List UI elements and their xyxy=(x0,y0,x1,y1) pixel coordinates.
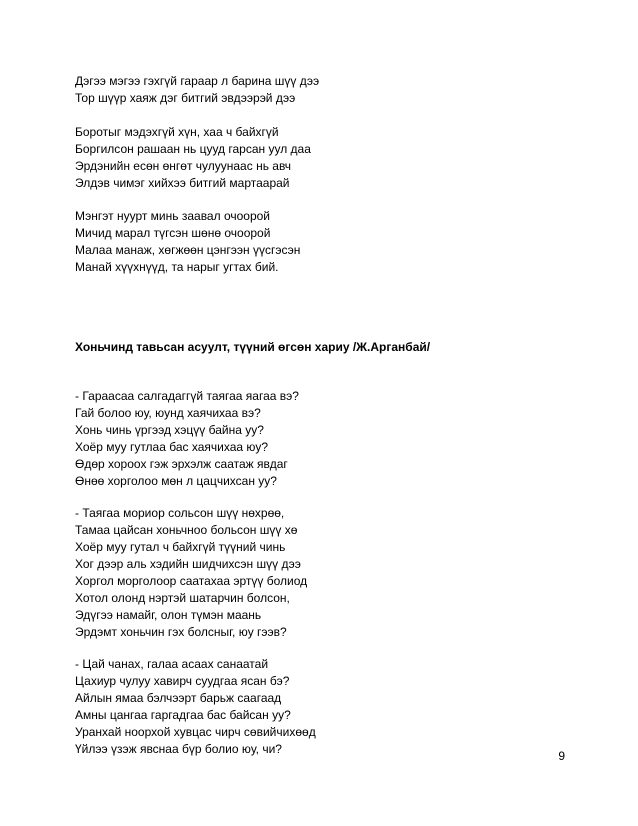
verse-line: Эрдэмт хоньчин гэх болсныг, юу гээв? xyxy=(75,625,287,639)
verse-line: Боротыг мэдэхгүй хүн, хаа ч байхгүй xyxy=(75,125,279,139)
verse-line: - Гараасаа салгадаггүй таягаа яагаа вэ? xyxy=(75,389,299,403)
verse-line: Элдэв чимэг хийхээ битгий мартаарай xyxy=(75,176,290,190)
verse-line: Хонь чинь үргээд хэцүү байна уу? xyxy=(75,423,264,437)
stanza-3 xyxy=(75,208,575,276)
verse-line: Гай болоо юу, юунд хаячихаа вэ? xyxy=(75,406,261,420)
verse-line: - Цай чанах, галаа асаах санаатай xyxy=(75,657,269,671)
stanza-4 xyxy=(75,388,575,490)
verse-line: Хорго​л морголоор саатахаа эртүү болиод xyxy=(75,574,308,588)
verse-line: Хог дээр аль хэдийн шидчихсэн шүү дээ xyxy=(75,557,301,571)
verse-line: Боргилсон рашаан нь цууд гарсан уул даа xyxy=(75,142,311,156)
verse-line: Тамаа цайсан хоньчноо больсон шүү хө xyxy=(75,523,298,537)
verse-line: Дэгээ мэгээ гэхгүй гараар л барина шүү дээ xyxy=(75,74,320,88)
verse-line: Эдүгээ намайг, олон түмэн маань xyxy=(75,608,262,622)
verse-line: Үйлээ үзэж явснаа бүр болио юу, чи? xyxy=(75,742,282,756)
verse-line: - Таягаа мориор сольсон шүү нөхрөө, xyxy=(75,506,285,520)
stanza-1 xyxy=(75,73,575,107)
verse-line: Малаа манаж, хөгжөөн цэнгээн үүсгэсэн xyxy=(75,243,301,257)
stanza-6 xyxy=(75,656,575,758)
verse-line: Хотол олонд нэртэй шатарчин болсон, xyxy=(75,591,290,605)
page-number: 9 xyxy=(558,749,565,763)
verse-line: Хоёр муу гутлаа бас хаячихаа юу? xyxy=(75,440,269,454)
verse-line: Уранхай ноорхой хувцас чирч сөвийчихөөд xyxy=(75,725,316,739)
verse-line: Эрдэнийн есөн өнгөт чулуунаас нь авч xyxy=(75,159,292,173)
verse-line: Манай хүүхнүүд, та нарыг угтах бий. xyxy=(75,260,279,274)
verse-line: Мэнгэт нуурт минь заавал очоорой xyxy=(75,209,271,223)
verse-line: Тор шүүр хаяж дэг битгий эвдээрэй дээ xyxy=(75,91,296,105)
poem-heading: Хоньчинд тавьсан асуулт, түүний өгсөн хариу /Ж.Арганбай/ xyxy=(75,340,431,354)
verse-line: Мичид марал түгсэн шөнө очоорой xyxy=(75,226,271,240)
stanza-5 xyxy=(75,505,575,641)
verse-line: Амны цангаа гаргадгаа бас байсан уу? xyxy=(75,708,291,722)
verse-line: Өнөө хорголоо мөн л цацчихсан уу? xyxy=(75,474,277,488)
stanza-2 xyxy=(75,124,575,192)
verse-line: Өдөр хороох гэж эрхэлж саатаж явдаг xyxy=(75,457,288,471)
verse-line: Цахиур чулуу хавирч суудгаа ясан бэ? xyxy=(75,674,290,688)
verse-line: Айлын ямаа бэлчээрт барьж саагаад xyxy=(75,691,282,705)
verse-line: Хоёр муу гутал ч байхгүй түүний чинь xyxy=(75,540,286,554)
